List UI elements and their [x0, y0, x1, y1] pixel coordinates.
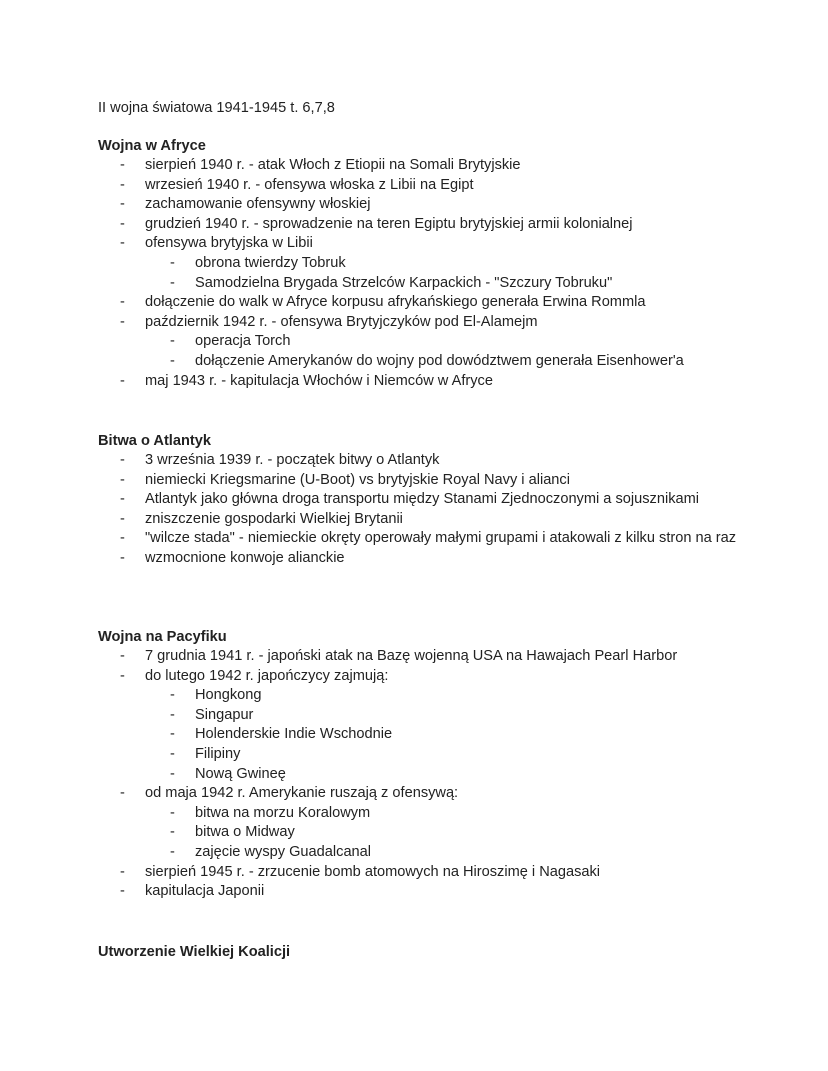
section-heading: Wojna na Pacyfiku: [98, 629, 227, 645]
list-item-text: sierpień 1940 r. - atak Włoch z Etiopii na Somali Brytyjskie: [145, 157, 521, 173]
list-item-text: 3 września 1939 r. - początek bitwy o Atlantyk: [145, 452, 440, 468]
nested-list-item: [98, 274, 778, 294]
dash-bullet-icon: -: [170, 804, 175, 821]
list-item: [98, 863, 778, 883]
dash-bullet-icon: -: [120, 176, 125, 193]
list-item-text: sierpień 1945 r. - zrzucenie bomb atomowych na Hiroszimę i Nagasaki: [145, 863, 601, 880]
nested-list-item-text: bitwa o Midway: [195, 824, 295, 841]
nested-list-item-text: dołączenie Amerykanów do wojny pod dowództwem generała Eisenhower'a: [195, 352, 684, 369]
nested-list-item: [98, 352, 778, 372]
nested-list-item-text: operacja Torch: [195, 333, 291, 350]
dash-bullet-icon: -: [120, 235, 125, 252]
dash-bullet-icon: -: [170, 333, 175, 350]
list-item-text: październik 1942 r. - ofensywa Brytyjczyków pod El-Alamejm: [145, 313, 538, 330]
list-item-text: wrzesień 1940 r. - ofensywa włoska z Libii na Egipt: [145, 176, 474, 193]
list-item: [98, 313, 778, 372]
list-item: [98, 195, 778, 215]
nested-list-item: [98, 804, 778, 824]
nested-list-item: [98, 725, 778, 745]
nested-list-item: [98, 765, 778, 785]
list-item-text: maj 1943 r. - kapitulacja Włochów i Niemców w Afryce: [145, 372, 493, 389]
list-item-text: grudzień 1940 r. - sprowadzenie na teren Egiptu brytyjskiej armii kolonialnej: [145, 215, 633, 232]
list-item: [98, 784, 778, 862]
section-wojna-na-pacyfiku: [98, 627, 778, 902]
list-item-text: niemiecki Kriegsmarine (U-Boot) vs brytyjskie Royal Navy i alianci: [145, 471, 570, 488]
section-heading: Utworzenie Wielkiej Koalicji: [98, 944, 291, 960]
dash-bullet-icon: -: [120, 372, 125, 389]
nested-list-item-text: bitwa na morzu Koralowym: [195, 804, 371, 821]
dash-bullet-icon: -: [120, 785, 125, 802]
list-item: [98, 234, 778, 293]
list-item-text: dołączenie do walk w Afryce korpusu afrykańskiego generała Erwina Rommla: [145, 294, 646, 311]
dash-bullet-icon: -: [120, 196, 125, 213]
section-wojna-w-afryce: [98, 136, 778, 391]
list-item-text: ofensywa brytyjska w Libii: [145, 235, 313, 252]
list-item-text: od maja 1942 r. Amerykanie ruszają z ofensywą:: [145, 785, 459, 802]
nested-list-item-text: Samodzielna Brygada Strzelców Karpackich - "Szczury Tobruku": [195, 274, 613, 291]
nested-list-item: [98, 823, 778, 843]
list-item-text: zachamowanie ofensywny włoskiej: [145, 196, 371, 213]
nested-bullet-list: [145, 332, 778, 371]
list-item: [98, 647, 778, 667]
nested-bullet-list: [145, 254, 778, 293]
dash-bullet-icon: -: [120, 294, 125, 311]
dash-bullet-icon: -: [170, 254, 175, 271]
nested-list-item-text: Singapur: [195, 706, 254, 723]
dash-bullet-icon: -: [120, 215, 125, 232]
nested-list-item-text: Holenderskie Indie Wschodnie: [195, 726, 393, 743]
nested-list-item: [98, 745, 778, 765]
section-bitwa-o-atlantyk: [98, 431, 778, 569]
list-item: [98, 490, 778, 510]
nested-list-item: [98, 254, 778, 274]
nested-bullet-list: [145, 686, 778, 784]
bullet-list: [98, 156, 778, 391]
dash-bullet-icon: -: [170, 765, 175, 782]
dash-bullet-icon: -: [170, 726, 175, 743]
bullet-list: [98, 647, 778, 902]
dash-bullet-icon: -: [170, 687, 175, 704]
list-item: [98, 451, 778, 471]
list-item-text: zniszczenie gospodarki Wielkiej Brytanii: [145, 510, 403, 527]
dash-bullet-icon: -: [120, 510, 125, 527]
list-item-text: kapitulacja Japonii: [145, 883, 265, 900]
list-item: [98, 293, 778, 313]
dash-bullet-icon: -: [170, 745, 175, 762]
dash-bullet-icon: -: [120, 313, 125, 330]
list-item: [98, 529, 778, 549]
nested-list-item-text: obrona twierdzy Tobruk: [195, 254, 346, 271]
nested-list-item: [98, 686, 778, 706]
list-item: [98, 882, 778, 902]
nested-list-item-text: zajęcie wyspy Guadalcanal: [195, 843, 372, 860]
dash-bullet-icon: -: [120, 491, 125, 508]
list-item: [98, 667, 778, 785]
dash-bullet-icon: -: [120, 883, 125, 900]
list-item-text: Atlantyk jako główna droga transportu między Stanami Zjednoczonymi a sojusznikami: [145, 491, 700, 508]
dash-bullet-icon: -: [170, 706, 175, 723]
list-item: [98, 471, 778, 491]
dash-bullet-icon: -: [120, 452, 125, 468]
nested-list-item-text: Filipiny: [195, 745, 241, 762]
section-heading: Wojna w Afryce: [98, 138, 206, 154]
document-title: II wojna światowa 1941-1945 t. 6,7,8: [98, 100, 335, 116]
dash-bullet-icon: -: [120, 667, 125, 684]
list-item: [98, 156, 778, 176]
nested-bullet-list: [145, 804, 778, 863]
nested-list-item: [98, 843, 778, 863]
dash-bullet-icon: -: [120, 549, 125, 566]
dash-bullet-icon: -: [170, 352, 175, 369]
dash-bullet-icon: -: [120, 157, 125, 173]
dash-bullet-icon: -: [170, 274, 175, 291]
dash-bullet-icon: -: [170, 824, 175, 841]
list-item-text: do lutego 1942 r. japończycy zajmują:: [145, 667, 389, 684]
list-item-text: 7 grudnia 1941 r. - japoński atak na Bazę wojenną USA na Hawajach Pearl Harbor: [145, 648, 678, 664]
list-item-text: wzmocnione konwoje alianckie: [145, 549, 345, 566]
dash-bullet-icon: -: [120, 530, 125, 547]
list-item: [98, 549, 778, 569]
dash-bullet-icon: -: [120, 648, 125, 664]
nested-list-item: [98, 706, 778, 726]
dash-bullet-icon: -: [170, 843, 175, 860]
nested-list-item-text: Nową Gwineę: [195, 765, 286, 782]
bullet-list: [98, 451, 778, 569]
list-item: [98, 215, 778, 235]
list-item: [98, 510, 778, 530]
nested-list-item-text: Hongkong: [195, 687, 262, 704]
list-item: [98, 372, 778, 392]
dash-bullet-icon: -: [120, 471, 125, 488]
list-item: [98, 176, 778, 196]
section-utworzenie-wielkiej-koalicji: [98, 942, 778, 962]
list-item-text: "wilcze stada" - niemieckie okręty operowały małymi grupami i atakowali z kilku stron na raz: [145, 530, 737, 547]
nested-list-item: [98, 332, 778, 352]
section-heading: Bitwa o Atlantyk: [98, 433, 211, 449]
dash-bullet-icon: -: [120, 863, 125, 880]
